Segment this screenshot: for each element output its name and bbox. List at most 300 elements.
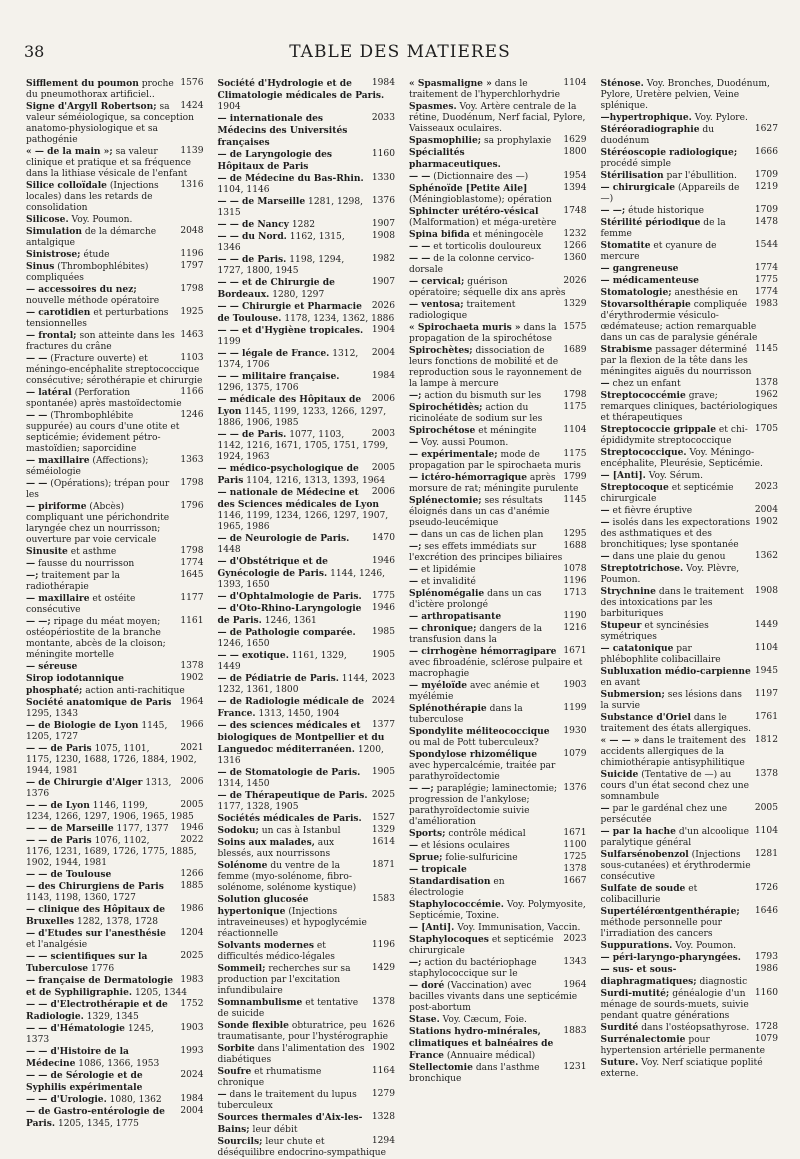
index-entry (26, 249, 204, 261)
entry-page-ref: 2004 (754, 505, 778, 515)
entry-description: 1104, 1216, 1313, 1393, 1964 (246, 476, 386, 486)
entry-heading: — — scientifiques sur la Tuberculose (26, 951, 148, 974)
entry-description: 1178, 1234, 1362, 1886 (284, 314, 395, 324)
entry-heading: Sports; (409, 828, 446, 839)
entry-description: 1162, 1315, 1346 (217, 232, 345, 253)
entry-page-ref: 2048 (180, 226, 204, 236)
entry-heading: Somnambulisme (217, 997, 303, 1008)
entry-description: et rhumatisme chronique (217, 1067, 322, 1088)
entry-heading: Sifflement du poumon (26, 78, 139, 89)
entry-heading: — latéral (26, 387, 72, 398)
entry-page-ref: 1904 (371, 325, 395, 335)
entry-page-ref: 1190 (563, 611, 587, 621)
entry-page-ref: 1709 (754, 205, 778, 215)
entry-heading: Sulfarsénobenzol (600, 849, 689, 860)
index-entry (26, 284, 204, 307)
page-title: TABLE DES MATIERES (289, 42, 511, 62)
entry-heading: « Spasmaligne » (409, 78, 492, 89)
index-entry (601, 940, 779, 952)
entry-heading: Streptocoque (600, 482, 669, 493)
entry-description: avec anémie et myélémie (409, 681, 540, 702)
entry-heading: — — de Nancy (217, 219, 289, 230)
entry-page-ref: 1160 (754, 988, 778, 998)
entry-heading: — d'Oto-Rhino-Laryngologie de Paris. (217, 603, 362, 626)
index-entry (26, 1070, 204, 1094)
entry-description: 1146, 1199, 1234, 1266, 1297, 1907, 1965, 1986 (217, 511, 389, 532)
entry-page-ref: 1279 (371, 1089, 395, 1099)
entry-description: action du bactériophage staphylococcique sur le (409, 958, 537, 979)
entry-page-ref: 1907 (371, 277, 395, 287)
entry-page-ref: 1104 (754, 826, 778, 836)
entry-heading: — — (26, 353, 48, 364)
entry-heading: — d'Ophtalmologie de Paris. (217, 591, 362, 602)
entry-page-ref: 1728 (754, 1022, 778, 1032)
entry-page-ref: 1470 (371, 533, 395, 543)
entry-description: et lésions oculaires (421, 841, 510, 851)
entry-heading: — de Gastro-entérologie de Paris. (26, 1106, 165, 1129)
entry-page-ref: 1231 (563, 1062, 587, 1072)
entry-heading: — — et d'Hygiène tropicales. (217, 325, 364, 336)
entry-heading: Staphylocoques (409, 934, 489, 945)
entry-description: Voy. Pylore. (694, 113, 748, 123)
index-entry (409, 322, 587, 345)
entry-heading: — (409, 437, 419, 448)
entry-description: (Injections locales) dans les retards de consolidation (26, 181, 159, 213)
entry-heading: Stovarsolthérapie (600, 299, 691, 310)
index-entry (601, 563, 779, 586)
entry-page-ref: 1966 (180, 720, 204, 730)
entry-description: 1076, 1102, 1176, 1231, 1689, 1726, 1775, 1885, 1902, 1944, 1981 (26, 836, 197, 868)
entry-heading: Solénome (217, 860, 268, 871)
index-entry (26, 697, 204, 720)
entry-page-ref: 1986 (180, 904, 204, 914)
index-entry (409, 171, 587, 183)
entry-heading: — ictéro-hémorragique (409, 472, 527, 483)
entry-heading: — tropicale (409, 864, 467, 875)
entry-description: dans le traitement des intoxications par les barbituriques (600, 587, 744, 619)
entry-page-ref: 1775 (371, 591, 395, 601)
index-entry (218, 113, 396, 149)
entry-description: dans le traitement de l'hyperchlorhydrie (409, 79, 560, 100)
entry-page-ref: 1964 (563, 980, 587, 990)
entry-page-ref: 1100 (563, 840, 587, 850)
entry-heading: — — d'Hématologie (26, 1023, 125, 1034)
entry-heading: Stérilité périodique (600, 217, 701, 228)
entry-description: (Annuaire médical) (446, 1051, 536, 1061)
entry-heading: — expérimentale; (409, 449, 498, 460)
entry-heading: — ventosa; (409, 299, 464, 310)
entry-page-ref: 1883 (563, 1026, 587, 1036)
entry-page-ref: 1798 (180, 546, 204, 556)
index-column-2 (217, 78, 396, 1158)
index-entry (26, 570, 204, 593)
index-column-3 (409, 78, 587, 1084)
entry-page-ref: 1908 (754, 586, 778, 596)
index-entry (409, 934, 587, 957)
index-entry (26, 800, 204, 823)
entry-page-ref: 1645 (180, 570, 204, 580)
entry-heading: « — — » (600, 735, 640, 746)
index-entry (409, 980, 587, 1014)
index-entry (218, 173, 396, 196)
index-entry (601, 205, 779, 217)
entry-description: avec hypercalcémie, traitée par parathyroïdectomie (409, 761, 556, 782)
entry-page-ref: 2003 (371, 429, 395, 439)
entry-page-ref: 1905 (371, 650, 395, 660)
entry-heading: Sinus (26, 261, 55, 272)
index-entry (26, 226, 204, 249)
entry-description: 1077, 1103, 1142, 1216, 1671, 1705, 1751, 1799, 1924, 1963 (217, 430, 389, 462)
entry-description: (Perforation spontanée) après mastoïdectomie (26, 388, 182, 409)
index-entry (409, 623, 587, 646)
entry-heading: Stéréoradiographie (600, 124, 700, 135)
entry-heading: — de Pédiatrie de Paris. (217, 673, 339, 684)
entry-description: Voy. Immunisation, Vaccin. (457, 923, 581, 933)
entry-page-ref: 1946 (371, 603, 395, 613)
index-entry (409, 390, 587, 402)
entry-description: 1177, 1328, 1905 (217, 802, 299, 812)
entry-heading: — d'Etudes sur l'anesthésie (26, 928, 166, 939)
entry-description: Voy. Poumon. (675, 941, 737, 951)
entry-description: 1205, 1344 (134, 988, 188, 998)
entry-page-ref: 1196 (563, 576, 587, 586)
entry-heading: — arthropatisante (409, 611, 502, 622)
entry-page-ref: 1378 (754, 769, 778, 779)
entry-page-ref: 2023 (754, 482, 778, 492)
index-entry (409, 564, 587, 576)
entry-page-ref: 1363 (180, 455, 204, 465)
entry-heading: — — de Paris. (217, 429, 287, 440)
entry-page-ref: 2026 (563, 276, 587, 286)
entry-description: leur débit (252, 1125, 298, 1135)
entry-page-ref: 1646 (754, 906, 778, 916)
index-entry (409, 576, 587, 588)
entry-description: et invalidité (421, 577, 476, 587)
index-entry (26, 904, 204, 928)
entry-description: généalogie d'un ménage de sourds-muets, suivie pendant quatre générations (600, 989, 749, 1021)
page-number: 38 (24, 42, 45, 61)
entry-page-ref: 1394 (563, 183, 587, 193)
index-entry (601, 112, 779, 124)
entry-heading: Sulfate de soude (600, 883, 686, 894)
index-entry (218, 650, 396, 673)
entry-description: 1161, 1329, 1449 (217, 651, 347, 672)
index-entry (601, 1057, 779, 1080)
index-entry (409, 749, 587, 783)
entry-heading: — piriforme (26, 501, 87, 512)
entry-heading: Sinusite (26, 546, 68, 557)
entry-page-ref: 2025 (180, 951, 204, 961)
entry-page-ref: 1104 (563, 78, 587, 88)
entry-description: passager déterminé par la flexion de la tête dans les méningites aiguës du nourrisson (600, 345, 752, 377)
index-entry (218, 963, 396, 997)
entry-description: Voy. Polymyosite, Septicémie, Toxine. (409, 900, 586, 921)
entry-heading: — —; (409, 783, 434, 794)
entry-heading: Surrénalectomie (600, 1034, 686, 1045)
entry-heading: — — (26, 478, 48, 489)
entry-heading: Staphylococcémie. (409, 899, 504, 910)
entry-heading: Stations hydro-minérales, climatiques et balnéaires de France (409, 1026, 554, 1061)
entry-description: 1145, 1199, 1233, 1266, 1297, 1886, 1906, 1985 (217, 407, 387, 428)
entry-description: de la démarche antalgique (26, 227, 157, 248)
entry-heading: — — de Marseille (217, 196, 306, 207)
index-entry (601, 712, 779, 735)
entry-heading: Suppurations. (600, 940, 673, 951)
entry-description: 1296, 1375, 1706 (217, 383, 299, 393)
entry-page-ref: 1907 (371, 219, 395, 229)
entry-page-ref: 1774 (754, 263, 778, 273)
entry-heading: Subluxation médio-carpienne (600, 666, 751, 677)
entry-page-ref: 2005 (180, 800, 204, 810)
entry-page-ref: 2005 (371, 463, 395, 473)
entry-description: Voy. Artère centrale de la rétine, Duodénum, Nerf facial, Pylore, Vaisseaux oculaires. (409, 102, 586, 134)
index-entry (409, 611, 587, 623)
entry-heading: Silice colloïdale (26, 180, 107, 191)
entry-page-ref: 1281 (754, 849, 778, 859)
entry-page-ref: 1166 (180, 387, 204, 397)
entry-page-ref: 1232 (563, 229, 587, 239)
entry-description: avec fibroadénie, sclérose pulpaire et macrophagie (409, 658, 583, 679)
entry-page-ref: 1544 (754, 240, 778, 250)
index-entry (409, 840, 587, 852)
entry-heading: Spirochétose (409, 425, 476, 436)
entry-heading: Splénothérapie (409, 703, 487, 714)
entry-page-ref: 1774 (754, 287, 778, 297)
entry-description: du ventre de la femme (myo-solénome, fibro-solénome, solénome kystique) (217, 861, 357, 893)
entry-heading: — — de Paris (26, 835, 92, 846)
entry-description: 1145, 1205, 1727 (26, 721, 168, 742)
entry-page-ref: 1752 (180, 999, 204, 1009)
entry-description: fausse du nourrisson (38, 559, 135, 569)
index-entry (601, 482, 779, 505)
entry-page-ref: 2023 (371, 673, 395, 683)
entry-heading: — de Thérapeutique de Paris. (217, 790, 368, 801)
entry-page-ref: 1725 (563, 852, 587, 862)
entry-heading: Streptococcique. (600, 447, 687, 458)
entry-heading: Soins aux malades, (217, 837, 315, 848)
index-entry (218, 277, 396, 301)
entry-heading: — (600, 517, 610, 528)
entry-heading: Spirochètes; (409, 345, 473, 356)
entry-description: (Thrombophlébites) compliquées (26, 262, 149, 283)
entry-page-ref: 1330 (371, 173, 395, 183)
entry-description: Voy. Poumon. (71, 215, 133, 225)
entry-page-ref: 1199 (563, 703, 587, 713)
entry-page-ref: 1983 (754, 299, 778, 309)
entry-heading: — — du Nord. (217, 231, 287, 242)
entry-page-ref: 1925 (180, 307, 204, 317)
entry-page-ref: 1885 (180, 881, 204, 891)
entry-heading: Suture. (600, 1057, 639, 1068)
entry-heading: — d'Obstétrique et de Gynécologie de Paris. (217, 556, 328, 579)
entry-page-ref: 1713 (563, 588, 587, 598)
index-entry (601, 964, 779, 988)
entry-heading: Strychnine (600, 586, 656, 597)
index-entry (218, 627, 396, 650)
index-entry (601, 217, 779, 240)
entry-heading: Sociétés médicales de Paris. (217, 813, 362, 824)
entry-page-ref: 1164 (371, 1066, 395, 1076)
entry-description: 1143, 1198, 1360, 1727 (26, 893, 136, 903)
entry-page-ref: 1343 (563, 957, 587, 967)
entry-description: et septicémie chirurgicale (600, 483, 734, 504)
entry-description: 1144, 1246, 1393, 1650 (217, 569, 386, 590)
entry-page-ref: 1985 (371, 627, 395, 637)
index-entry (26, 743, 204, 777)
index-entry (26, 975, 204, 999)
entry-page-ref: 1629 (563, 135, 587, 145)
entry-description: leur chute et déséquilibre endocrino-sympathique (217, 1137, 387, 1158)
entry-heading: — de Pathologie comparée. (217, 627, 356, 638)
entry-page-ref: 1688 (563, 541, 587, 551)
entry-heading: Submersion; (600, 689, 665, 700)
entry-heading: —hypertrophique. (600, 112, 692, 123)
entry-description: ripage du méat moyen; ostéopériostite de la branche montante, abcès de la cloison; méningite mortelle (26, 617, 166, 660)
index-entry (409, 253, 587, 276)
entry-description: et torticolis douloureux (433, 242, 542, 252)
index-entry (409, 726, 587, 749)
entry-heading: — (409, 576, 419, 587)
entry-description: et septicémie chirurgicale (409, 935, 554, 956)
index-entry (218, 813, 396, 825)
index-entry (26, 928, 204, 951)
entry-page-ref: 1360 (563, 253, 587, 263)
entry-heading: Spasmophilie; (409, 135, 482, 146)
entry-heading: — nationale de Médecine et des Sciences médicales de Lyon (217, 487, 380, 510)
index-entry (601, 952, 779, 964)
entry-page-ref: 1902 (371, 1043, 395, 1053)
index-entry (601, 666, 779, 689)
index-entry (601, 769, 779, 803)
entry-page-ref: 1774 (180, 558, 204, 568)
entry-heading: — médicale des Hôpitaux de Lyon (217, 394, 362, 417)
entry-page-ref: 1964 (180, 697, 204, 707)
index-entry (26, 180, 204, 214)
entry-heading: Splénectomie; (409, 495, 482, 506)
entry-description: 1329, 1345 (86, 1012, 139, 1022)
entry-description: (Fracture ouverte) et méningo-encéphalite streptococcique consécutive; sérothérapie et chirurgie (26, 354, 203, 386)
index-entry (26, 951, 204, 975)
entry-description: dissociation de leurs fonctions de mobilité et de reproduction sous le rayonnement de la lampe à mercure (409, 346, 582, 389)
entry-page-ref: 2006 (180, 777, 204, 787)
index-entry (218, 591, 396, 603)
index-entry (409, 229, 587, 241)
index-entry (218, 1089, 396, 1112)
entry-heading: — — de Paris (26, 743, 92, 754)
entry-description: (Malformation) et méga-uretère (409, 218, 557, 228)
index-entry (601, 275, 779, 287)
index-entry (409, 345, 587, 390)
entry-heading: — —; (600, 205, 626, 216)
entry-description: étude historique (628, 206, 704, 216)
index-entry (601, 299, 779, 344)
index-entry (218, 231, 396, 254)
entry-heading: Sprue; (409, 852, 443, 863)
index-entry (218, 301, 396, 325)
entry-page-ref: 1614 (371, 837, 395, 847)
entry-description: dans un cas de lichen plan (421, 530, 544, 540)
index-entry (26, 869, 204, 881)
entry-description: et tentative de suicide (217, 998, 359, 1019)
index-entry (409, 472, 587, 495)
entry-description: d'un alcoolique paralytique général (600, 827, 750, 848)
entry-page-ref: 1984 (371, 371, 395, 381)
entry-heading: — catatonique (600, 643, 674, 654)
entry-description: obturatrice, peu traumatisante, pour l'hystérographie (217, 1021, 389, 1042)
entry-description: dans une plaie du genou (612, 552, 726, 562)
entry-page-ref: 2006 (371, 487, 395, 497)
index-entry (409, 541, 587, 564)
entry-heading: — (409, 840, 419, 851)
index-entry (218, 325, 396, 348)
index-entry (26, 1046, 204, 1070)
index-entry (409, 588, 587, 611)
entry-page-ref: 1797 (180, 261, 204, 271)
entry-heading: — séreuse (26, 661, 78, 672)
index-entry (601, 735, 779, 769)
index-entry (218, 371, 396, 394)
index-entry (409, 922, 587, 934)
entry-description: (Tentative de —) au cours d'un état second chez une somnambule (600, 770, 750, 802)
index-entry (409, 183, 587, 206)
index-entry (26, 616, 204, 661)
entry-page-ref: 1329 (563, 299, 587, 309)
entry-heading: Spina bifida (409, 229, 470, 240)
index-entry (409, 299, 587, 322)
entry-description: 1904 (217, 102, 241, 112)
entry-heading: Sphénoïde [Petite Aile] (409, 183, 528, 194)
entry-heading: — clinique des Hôpitaux de Bruxelles (26, 904, 166, 927)
index-entry (409, 101, 587, 135)
entry-heading: Stase. (409, 1014, 440, 1025)
index-entry (601, 390, 779, 424)
index-entry (601, 147, 779, 170)
index-entry (218, 1112, 396, 1136)
entry-description: 1144, 1232, 1361, 1800 (217, 674, 368, 695)
entry-page-ref: 1666 (754, 147, 778, 157)
index-entry (26, 261, 204, 284)
entry-heading: — — de Sérologie et de Syphilis expérimentale (26, 1070, 143, 1093)
entry-page-ref: 1161 (180, 616, 204, 626)
entry-page-ref: 1984 (371, 78, 395, 88)
entry-heading: Stomatologie; (600, 287, 672, 298)
index-entry (601, 344, 779, 378)
entry-page-ref: 1175 (563, 449, 587, 459)
index-entry (218, 720, 396, 767)
entry-page-ref: 1527 (371, 813, 395, 823)
entry-heading: Spondylose rhizomélique (409, 749, 537, 760)
entry-heading: — chirurgicale (600, 182, 676, 193)
entry-page-ref: 1376 (371, 196, 395, 206)
index-entry (409, 783, 587, 828)
entry-heading: — cirrhogène hémorragipare (409, 646, 557, 657)
entry-description: pour hypertension artérielle permanente (600, 1035, 765, 1056)
entry-page-ref: 1266 (180, 869, 204, 879)
index-entry (218, 487, 396, 533)
index-entry (26, 478, 204, 501)
index-entry (409, 1026, 587, 1062)
entry-page-ref: 1295 (563, 529, 587, 539)
entry-page-ref: 1104 (563, 425, 587, 435)
index-entry (409, 646, 587, 680)
entry-description: (Méningioblastome); opération (409, 195, 552, 205)
entry-page-ref: 1424 (180, 101, 204, 111)
entry-page-ref: 1799 (563, 472, 587, 482)
index-entry (601, 826, 779, 849)
entry-description: par le gardénal chez une persécutée (600, 804, 728, 825)
index-entry (218, 463, 396, 487)
entry-heading: — — d'Urologie. (26, 1094, 107, 1105)
